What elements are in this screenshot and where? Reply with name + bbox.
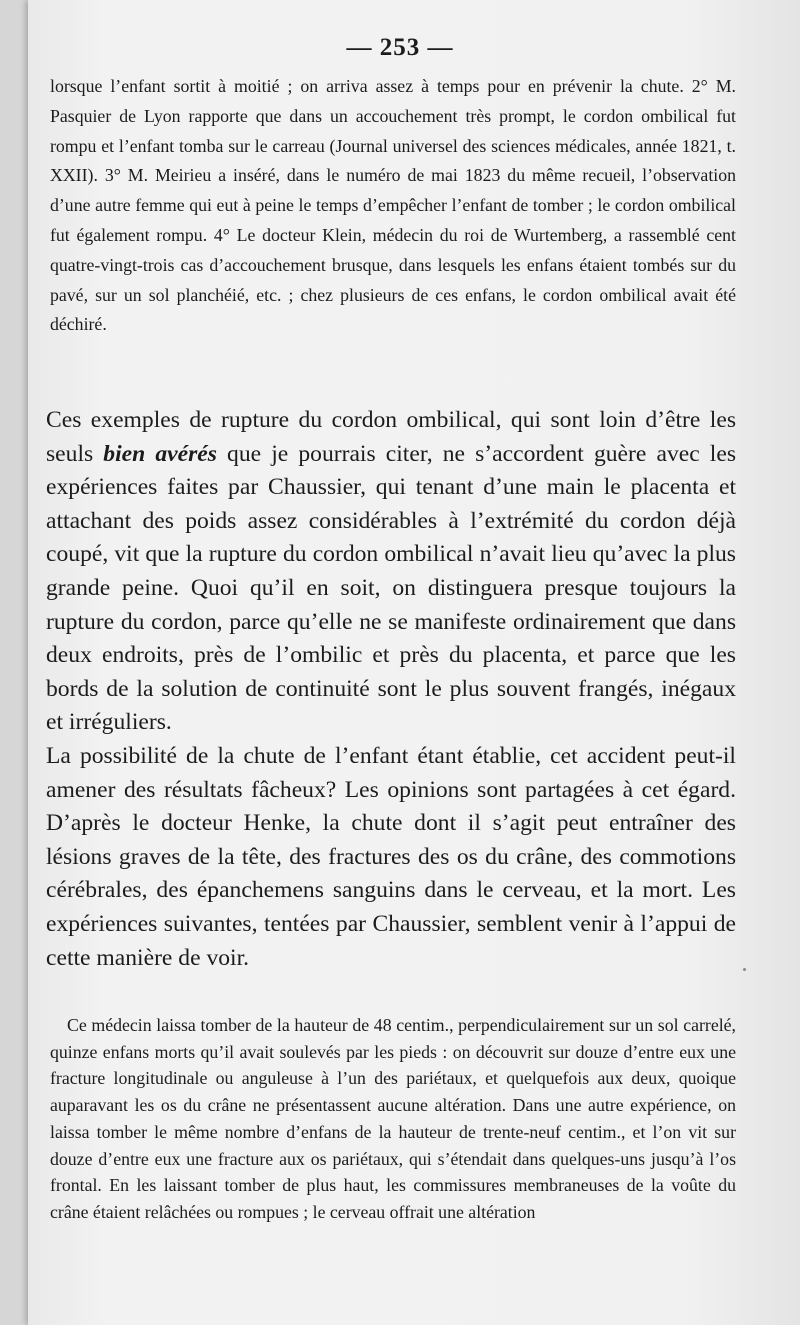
main-text bbox=[46, 404, 736, 975]
main-paragraph-1 bbox=[46, 404, 736, 740]
page-number: — 253 — bbox=[346, 34, 454, 61]
para1-text-after: que je pourrais citer, ne s’accordent guère avec les expériences faites par Chaussier, qui tenant d’une main le placenta et attachant des poids assez considérables à l’extrémité du cordon déjà coupé, vit que la rupture du cordon ombilical n’avait lieu qu’avec la plus grande peine. Quoi qu’il en soit, on distinguera presque toujours la rupture du cordon, parce qu’elle ne se manifeste ordinairement que dans deux endroits, près de l’ombilic et près du placenta, et parce que les bords de la solution de continuité sont le plus souvent frangés, inégaux et irréguliers. bbox=[46, 440, 737, 736]
footnote-top-text: lorsque l’enfant sortit à moitié ; on arriva assez à temps pour en prévenir la chute. 2° M. Pasquier de Lyon rapporte que dans un accouchement très prompt, le cordon ombilical fut rompu et l’enfant tomba sur le carreau (Journal universel des sciences médicales, année 1821, t. XXII). 3° M. Meirieu a inséré, dans le numéro de mai 1823 du même recueil, l’observation d’une autre femme qui eut à peine le temps d’empêcher l’enfant de tomber ; le cordon ombilical fut également rompu. 4° Le docteur Klein, médecin du roi de Wurtemberg, a rassemblé cent quatre-vingt-trois cas d’accouchement brusque, dans lesquels les enfans étaient tombés sur du pavé, sur un sol planchéié, etc. ; chez plusieurs de ces enfans, le cordon ombilical avait été déchiré. bbox=[50, 76, 736, 335]
footnote-top bbox=[50, 72, 736, 340]
main-paragraph-2: La possibilité de la chute de l’enfant étant établie, cet accident peut-il amener des résultats fâcheux? Les opinions sont partagées à cet égard. D’après le docteur Henke, la chute dont il s’agit peut entraîner des lésions graves de la tête, des fractures des os du crâne, des commotions cérébrales, des épanchemens sanguins dans le cerveau, et la mort. Les expériences suivantes, tentées par Chaussier, semblent venir à l’appui de cette manière de voir. bbox=[46, 742, 736, 971]
footnote-bottom-text: Ce médecin laissa tomber de la hauteur de 48 centim., perpendiculairement sur un sol carrelé, quinze enfans morts qu’il avait soulevés par les pieds : on découvrit sur douze d’entre eux une fracture longitudinale ou anguleuse à l’un des pariétaux, et quelquefois aux deux, quoique auparavant les os du crâne ne présentassent aucune altération. Dans une autre expérience, on laissa tomber le même nombre d’enfans de la hauteur de trente-neuf centim., et l’on vit sur douze d’entre eux une fracture aux os pariétaux, qui s’étendait dans quelques-uns jusqu’à l’os frontal. En les laissant tomber de plus haut, les commissures membraneuses de la voûte du crâne étaient relâchées ou rompues ; le cerveau offrait une altération bbox=[50, 1015, 736, 1222]
print-speck bbox=[743, 968, 746, 971]
para1-text-before: Ces exemples de rupture du cordon ombilical, qui sont loin d’être les seuls bbox=[46, 407, 736, 467]
footnote-bottom bbox=[50, 1012, 736, 1226]
para1-emphasis: bien avérés bbox=[103, 440, 217, 467]
